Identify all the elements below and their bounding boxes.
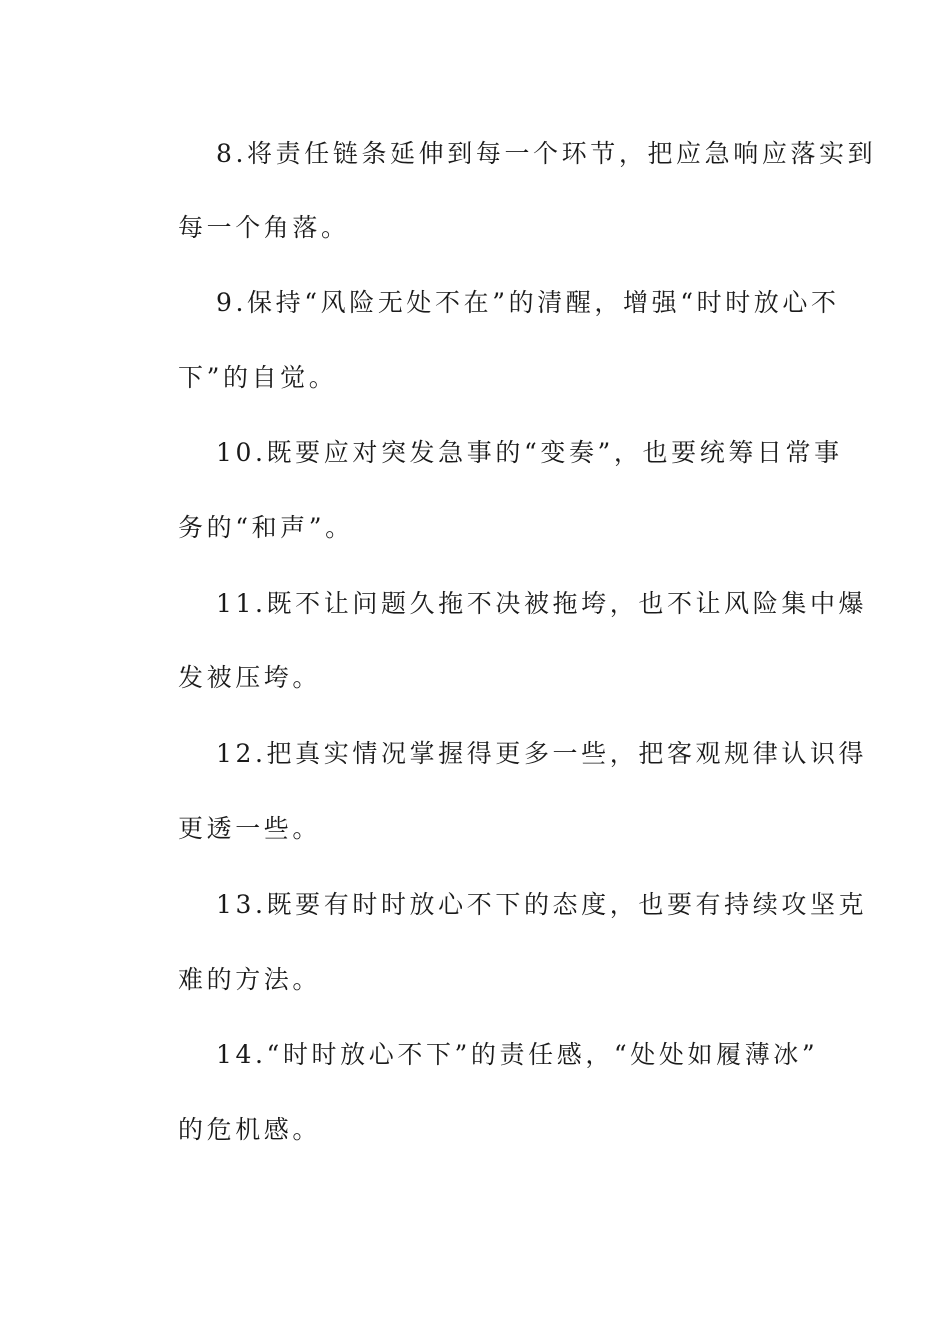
item-12-line-1: 12.把真实情况掌握得更多一些，把客观规律认识得 bbox=[216, 739, 868, 768]
item-11-line-1: 11.既不让问题久拖不决被拖垮，也不让风险集中爆 bbox=[216, 589, 868, 618]
item-9-line-2: 下”的自觉。 bbox=[178, 363, 338, 392]
item-13-line-2: 难的方法。 bbox=[178, 965, 322, 994]
item-8-line-1: 8.将责任链条延伸到每一个环节，把应急响应落实到 bbox=[216, 139, 877, 168]
item-13-line-1: 13.既要有时时放心不下的态度，也要有持续攻坚克 bbox=[216, 890, 868, 919]
item-14-line-2: 的危机感。 bbox=[178, 1115, 322, 1144]
item-10-line-1: 10.既要应对突发急事的“变奏”，也要统筹日常事 bbox=[216, 438, 843, 467]
item-9-line-1: 9.保持“风险无处不在”的清醒，增强“时时放心不 bbox=[216, 288, 840, 317]
item-14-line-1: 14.“时时放心不下”的责任感，“处处如履薄冰” bbox=[216, 1040, 819, 1069]
item-8-line-2: 每一个角落。 bbox=[178, 213, 350, 242]
item-11-line-2: 发被压垮。 bbox=[178, 663, 322, 692]
item-10-line-2: 务的“和声”。 bbox=[178, 513, 354, 542]
item-12-line-2: 更透一些。 bbox=[178, 814, 322, 843]
